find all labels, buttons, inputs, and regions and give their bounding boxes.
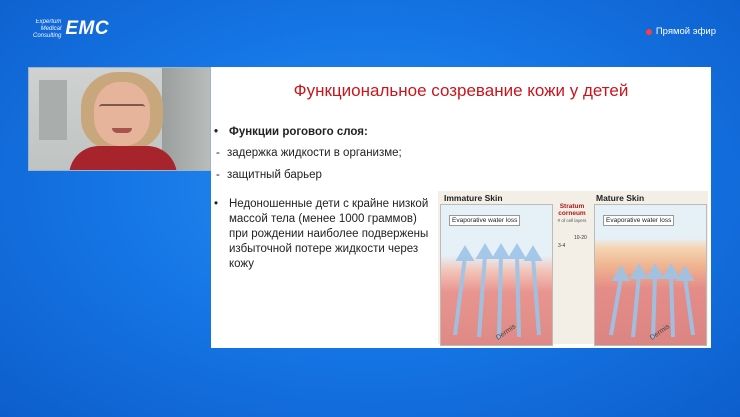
video-background-shelf [39,80,67,140]
presentation-slide [211,67,711,348]
brand-mark: EMC [65,18,110,39]
immature-skin-title: Immature Skin [444,193,503,203]
emc-logo [33,18,109,40]
bullet-subitem: - защитный барьер [211,168,436,183]
presenter-shirt [69,146,177,171]
scale-label-left: 3-4 [558,243,566,249]
evaporative-label: Evaporative water loss [603,215,674,226]
dermis-label: Dermis [494,323,518,342]
bullet-heading: • Функции рогового слоя: [211,125,436,140]
water-loss-arrows-mature [595,205,706,345]
live-label: Прямой эфир [655,26,716,37]
evaporative-label: Evaporative water loss [449,215,520,226]
immature-skin-panel [440,204,553,346]
presenter-video [28,67,211,171]
slide-title: Функциональное созревание кожи у детей [293,81,629,100]
video-background-door [162,68,210,170]
live-indicator [646,26,716,37]
mature-skin-panel [594,204,707,346]
skin-diagram [438,191,708,344]
bullet-subitem: - задержка жидкости в организме; [211,146,436,161]
mature-skin-title: Mature Skin [596,193,645,203]
presenter-mouth [112,128,132,133]
scale-label-right: 10-20 [574,235,587,241]
dermis-label: Dermis [648,323,672,342]
brand-subtitle: Expertum Medical Consulting [33,18,62,39]
water-loss-arrows [441,205,552,345]
slide-bullets [211,125,436,272]
presenter-glasses [99,104,145,115]
bullet-text: • Недоношенные дети с крайне низкой массой тела (менее 1000 граммов) при рождении наиболее подвержены избыточной потере жидкости через кожу [211,197,436,272]
stratum-corneum-label: Stratum corneum # of cell layers [557,203,587,223]
live-dot-icon [646,29,652,35]
